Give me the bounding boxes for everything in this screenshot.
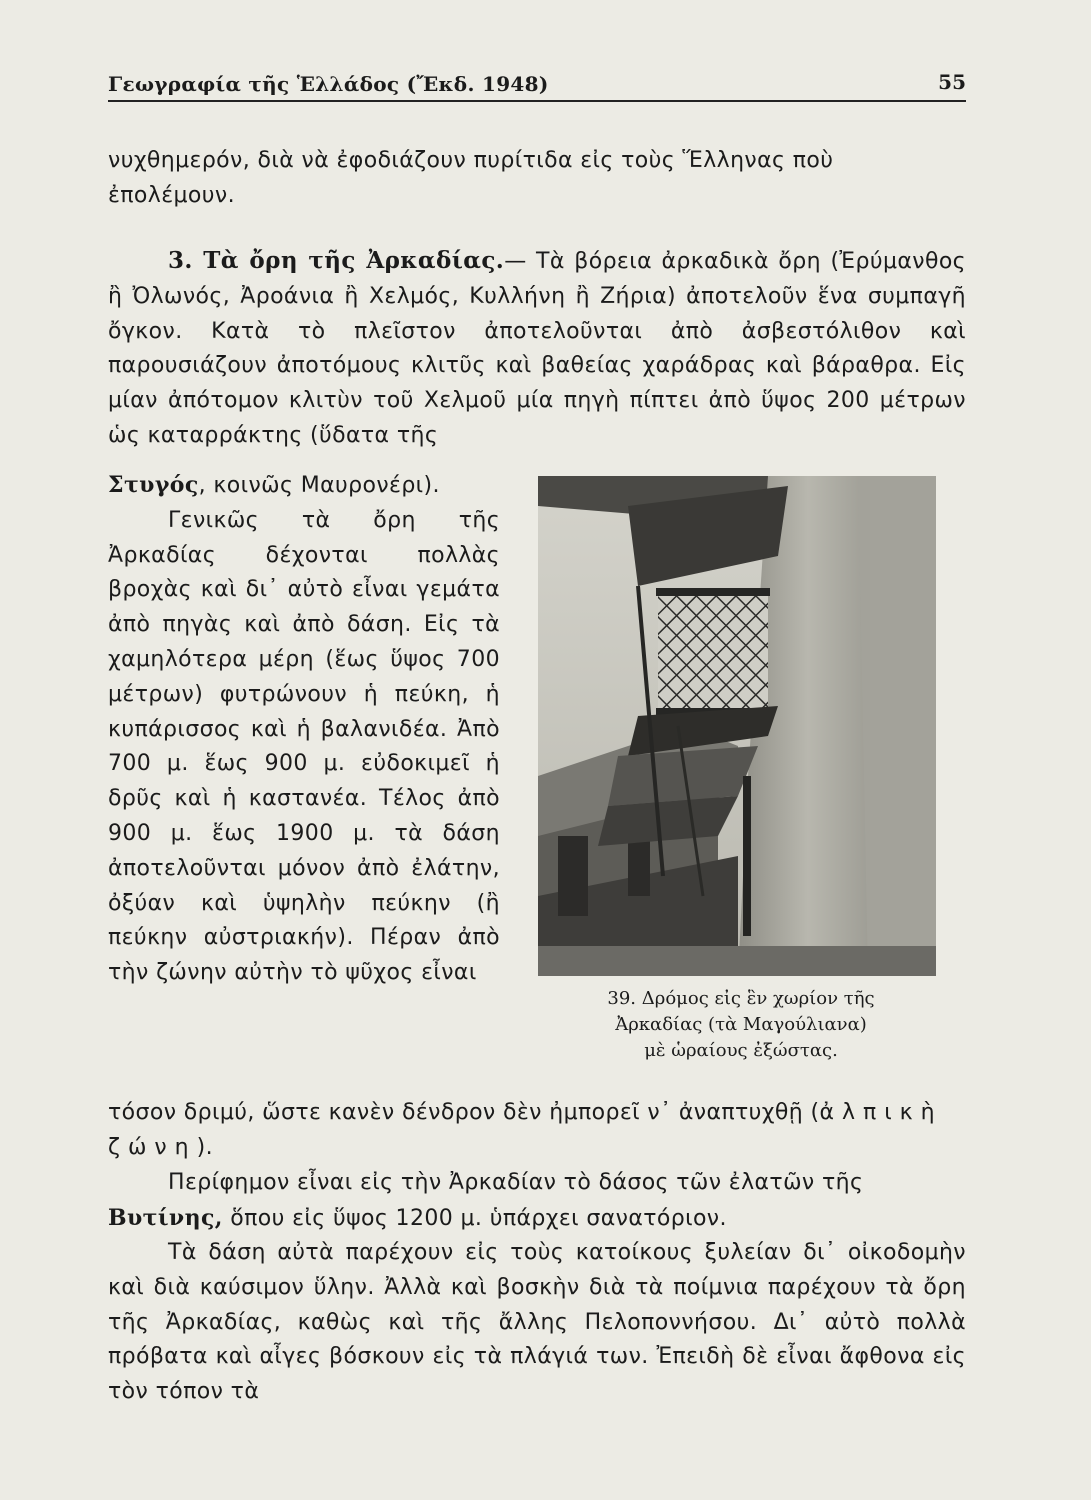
alpine-zone: ἀλπικὴ ζώνη [108,1100,943,1160]
vytina-name: Βυτίνης, [108,1204,223,1231]
styx-line [108,468,500,504]
village-street-photo [538,476,936,976]
caption-line-3: μὲ ὡραίους ἐξώστας. [644,1040,838,1061]
page-number: 55 [938,70,966,94]
paragraph-3-close: ). [196,1134,214,1160]
left-column [108,468,500,991]
pasture-paragraph: Τὰ δάση αὐτὰ παρέχουν εἰς τοὺς κατοίκους ξυλείαν δι᾽ οἰκοδομὴν καὶ διὰ καύσιμον ὕλην. Ἀλλὰ καὶ βοσκὴν διὰ τὰ ποίμνια παρέχουν τὰ ὄρη τῆς Ἀρκαδίας, καθὼς καὶ τῆς ἄλλης Πελοποννήσου. Δι᾽ αὐτὸ πολλὰ πρόβατα καὶ αἶγες βόσκουν εἰς τὰ πλάγιά των. Ἐπειδὴ δὲ εἶναι ἄφθονα εἰς τὸν τόπον τὰ [108,1240,966,1405]
section-text: — Τὰ βόρεια ἀρκαδικὰ ὄρη (Ἐρύμανθος ἢ Ὀλωνός, Ἀροάνια ἢ Χελμός, Κυλλήνη ἢ Ζήρια) ἀποτελοῦν ἕνα συμπαγῆ ὄγκον. Κατὰ τὸ πλεῖστον ἀποτελοῦνται ἀπὸ ἀσβεστόλιθον καὶ παρουσιάζουν ἀποτόμους κλιτῦς καὶ βαθείας χαράδρας καὶ βάραθρα. Εἰς μίαν ἀπότομον κλιτὺν τοῦ Χελμοῦ μία πηγὴ πίπτει ἀπὸ ὕψος 200 μέτρων ὡς καταρράκτης (ὕδατα τῆς [108,249,966,448]
vytina-before: Περίφημον εἶναι εἰς τὴν Ἀρκαδίαν τὸ δάσος τῶν ἐλατῶν τῆς [168,1170,864,1195]
vytina-after: ὅπου εἰς ὕψος 1200 μ. ὑπάρχει σανατόριον. [222,1205,727,1231]
section-heading: 3. Τὰ ὄρη τῆς Ἀρκαδίας. [168,247,505,274]
section-paragraph [108,244,966,454]
paragraph-3-end-text: τόσον δριμύ, ὥστε κανὲν δένδρον δὲν ἠμπορεῖ ν᾽ ἀναπτυχθῇ ( [108,1100,820,1125]
figure-caption [556,986,926,1064]
forests-paragraph: Γενικῶς τὰ ὄρη τῆς Ἀρκαδίας δέχονται πολλὰς βροχὰς καὶ δι᾽ αὐτὸ εἶναι γεμάτα ἀπὸ πηγὰς καὶ ἀπὸ δάση. Εἰς τὰ χαμηλότερα μέρη (ἕως ὕψος 700 μέτρων) φυτρώνουν ἡ πεύκη, ἡ κυπάρισσος καὶ ἡ βαλανιδέα. Ἀπὸ 700 μ. ἕως 900 μ. εὐδοκιμεῖ ἡ δρῦς καὶ ἡ καστανέα. Τέλος ἀπὸ 900 μ. ἕως 1900 μ. τὰ δάση ἀποτελοῦνται μόνον ἀπὸ ἐλάτην, ὀξύαν καὶ ὑψηλὴν πεύκην (ἢ πεύκην αὐστριακήν). Πέραν ἀπὸ τὴν ζώνην αὐτὴν τὸ ψῦχος εἶναι [108,507,500,986]
styx-after: , κοινῶς Μαυρονέρι). [198,473,440,498]
running-title: Γεωγραφία τῆς Ἑλλάδος (Ἔκδ. 1948) [108,72,549,96]
caption-line-2: Ἀρκαδίας (τὰ Μαγούλιανα) [615,1014,867,1035]
paragraph-3-end [108,1096,966,1166]
paragraph-continuation: νυχθημερόν, διὰ νὰ ἐφοδιάζουν πυρίτιδα εἰς τοὺς Ἕλληνας ποὺ ἐπολέμουν. [108,148,834,208]
page-header [108,66,966,102]
styx-name: Στυγός [108,472,199,498]
vytina-paragraph [108,1166,966,1237]
caption-line-1: 39. Δρόμος εἰς ἓν χωρίον τῆς [607,988,875,1009]
